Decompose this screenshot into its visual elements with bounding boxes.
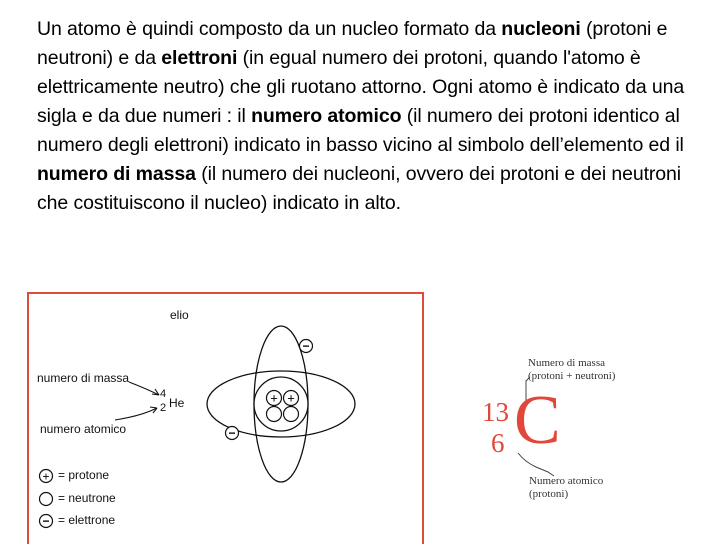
para-text-2: (protoni e neutroni) e da <box>37 18 668 69</box>
term-numero-di-massa: numero di massa <box>37 163 196 185</box>
para-text-3: (in egual numero dei protoni, quando l'atomo è elettricamente neutro) che gli ruotano attorno. Ogni atomo è indicato da una sigla e da due numeri : il <box>37 47 685 127</box>
carbon-symbol: C <box>514 382 561 459</box>
helium-mass-number: 4 <box>160 388 167 400</box>
svg-text:+: + <box>42 469 50 484</box>
helium-symbol: He <box>169 396 185 410</box>
legend-neutron-icon <box>40 493 53 506</box>
helium-title: elio <box>170 308 189 322</box>
atomic-number-label: numero atomico <box>40 422 127 436</box>
proton-sign: + <box>270 390 278 406</box>
mass-note-line-2: (protoni + neutroni) <box>528 370 616 382</box>
electron-sign: − <box>228 426 236 440</box>
mass-note-line-1: Numero di massa <box>528 357 605 369</box>
legend-electron-label: = elettrone <box>58 513 116 527</box>
helium-atom-diagram <box>27 292 424 544</box>
para-text-4: (il numero dei protoni identico al numero degli elettroni) indicato in basso vicino al simbolo dell’elemento ed il <box>37 105 684 156</box>
nucleus <box>254 377 308 431</box>
term-elettroni: elettroni <box>161 47 238 69</box>
carbon-mass-number: 13 <box>482 397 509 427</box>
helium-diagram-drawing <box>29 294 426 546</box>
atomic-note-line-2: (protoni) <box>529 488 569 500</box>
term-numero-atomico: numero atomico <box>251 105 402 127</box>
svg-text:−: − <box>42 514 50 528</box>
neutron <box>267 407 282 422</box>
legend-proton-label: = protone <box>58 468 110 482</box>
term-nucleoni: nucleoni <box>501 18 581 40</box>
para-text-1: Un atomo è quindi composto da un nucleo formato da <box>37 18 502 40</box>
helium-atomic-number: 2 <box>160 402 167 414</box>
neutron <box>284 407 299 422</box>
para-text-5: (il numero dei nucleoni, ovvero dei protoni e dei neutroni che costituiscono il nucleo) indicato in alto. <box>37 163 682 214</box>
atomic-number-arrow <box>115 408 157 420</box>
carbon-notation-diagram <box>470 350 710 510</box>
mass-number-label: numero di massa <box>37 371 130 385</box>
mass-number-arrow <box>129 382 159 395</box>
proton-sign: + <box>287 390 295 406</box>
explanation-paragraph <box>37 15 717 218</box>
electron-sign: − <box>302 339 310 353</box>
carbon-atomic-number: 6 <box>491 428 505 458</box>
legend-neutron-label: = neutrone <box>58 491 116 505</box>
atomic-note-line-1: Numero atomico <box>529 475 604 487</box>
